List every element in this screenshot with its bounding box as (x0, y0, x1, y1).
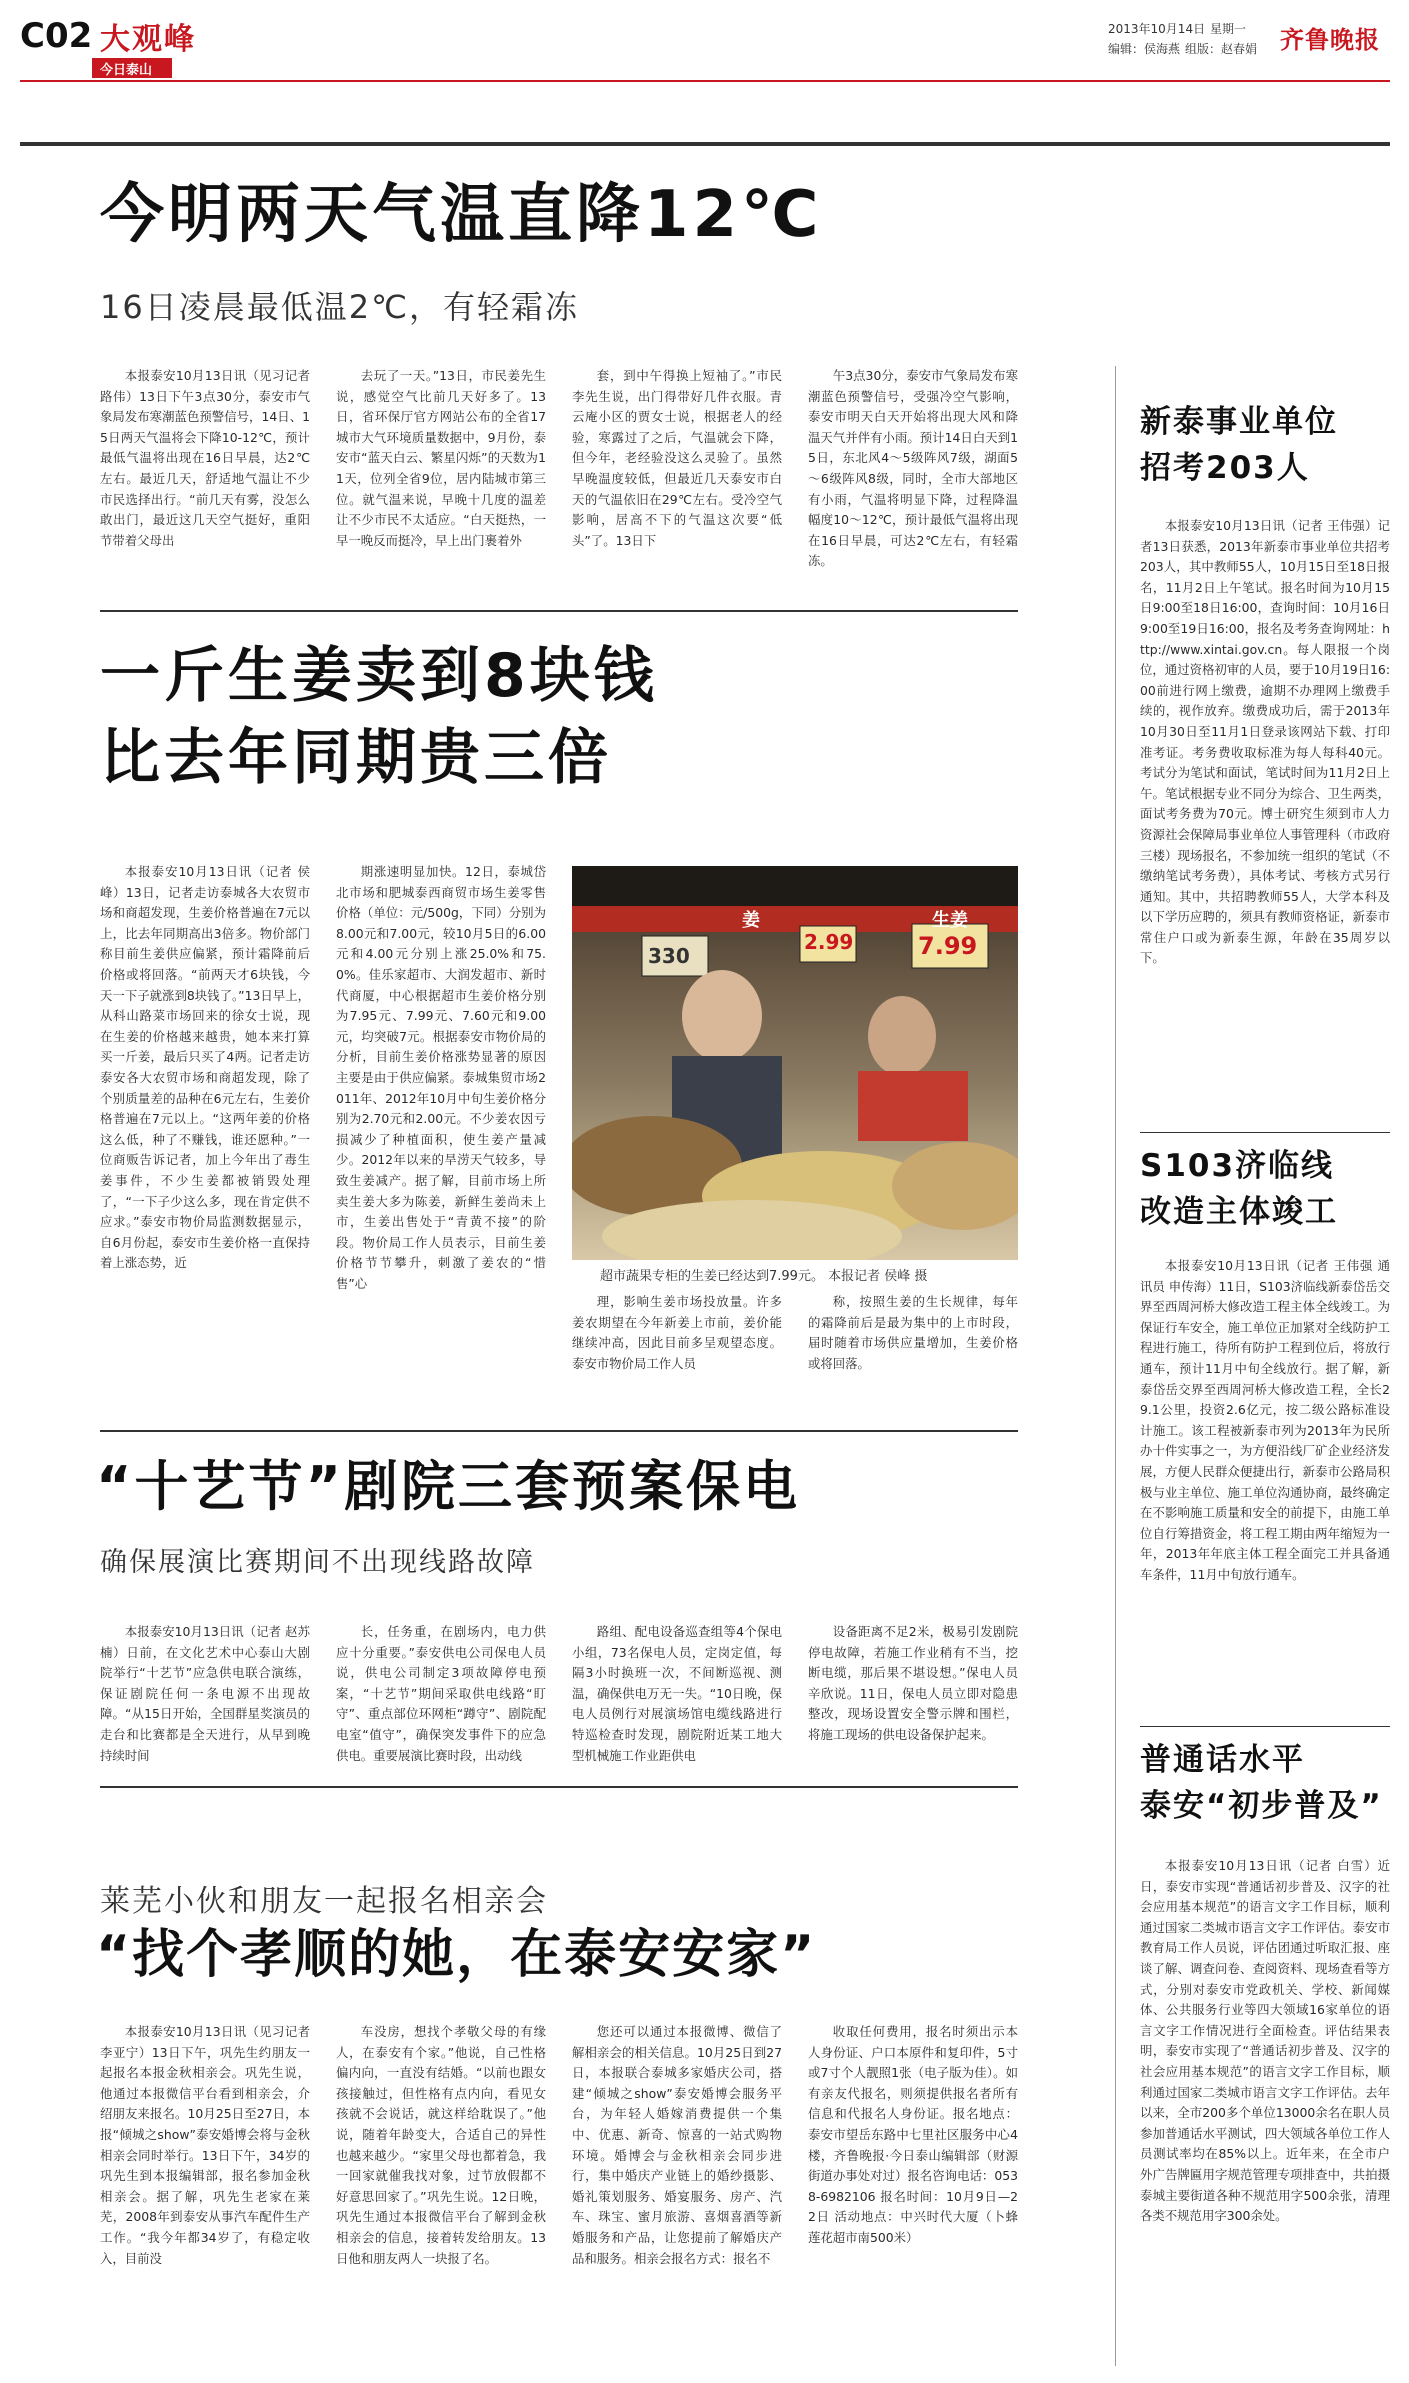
editor-credit: 编辑：侯海燕 (1108, 42, 1181, 56)
ginger-photo (572, 866, 1018, 1260)
dating-col-3: 您还可以通过本报微博、微信了解相亲会的相关信息。10月25日到27日，本报联合泰城多家婚庆公司，搭建“倾城之show”泰安婚博会服务平台，为年轻人婚嫁消费提供一个集中、优惠、新奇、惊喜的一站式购物环境。婚博会与金秋相亲会同步进行，集中婚庆产业链上的婚纱摄影、婚礼策划服务、婚宴服务、房产、汽车、珠宝、蜜月旅游、喜烟喜酒等新婚服务和产品，让您提前了解婚庆产品和服务。相亲会报名方式：报名不 (572, 2024, 782, 2266)
divider-ginger (100, 610, 1018, 612)
side3-body: 本报泰安10月13日讯（记者 白雪）近日，泰安市实现“普通话初步普及、汉字的社会应用基本规范”的语言文字工作目标，顺利通过国家二类城市语言文字工作评估。泰安市教育局工作人员说，评估团通过听取汇报、座谈了解、调查问卷、查阅资料、现场查看等方式，分别对泰安市党政机关、学校、新闻媒体、公共服务行业等四大领域16家单位的语言文字工作情况进行全面检查。评估结果表明，泰安市实现了“普通话初步普及、汉字的社会应用基本规范”的语言文字工作目标，顺利通过国家二类城市语言文字工作评估。去年以来，全市200多个单位13000余名在职人员参加普通话水平测试，四大领域各单位工作人员测试率均在85%以上。近年来，在全市户外广告牌匾用字规范管理专项排查中，共拍摄泰城主要街道各种不规范用字500余张，清理各类不规范用字300余处。 (1140, 1858, 1390, 2224)
side-rule-2 (1140, 1726, 1390, 1727)
page-code: C02 (20, 16, 93, 56)
photo-caption: 超市蔬果专柜的生姜已经达到7.99元。 本报记者 侯峰 摄 (600, 1269, 928, 1284)
dating-col-1: 本报泰安10月13日讯（见习记者 李亚宁）13日下午，巩先生约朋友一起报名本报金秋相亲会。巩先生说，他通过本报微信平台看到相亲会，介绍朋友来报名。10月25日至27日，本报“倾城之show”泰安婚博会将与金秋相亲会同时举行。13日下午，34岁的巩先生到本报编辑部，报名参加金秋相亲会。据了解，巩先生老家在莱芜，2008年到泰安从事汽车配件生产工作。“我今年都34岁了，有稳定收入，目前没 (100, 2024, 310, 2266)
side2-title-2: 改造主体竣工 (1140, 1194, 1338, 1230)
headline-dating: “找个孝顺的她，在泰安安家” (96, 1925, 817, 1985)
ginger-col-2: 期涨速明显加快。12日，泰城岱北市场和肥城泰西商贸市场生姜零售价格（单位：元/500g，下同）分别为8.00元和7.00元，较10月5日的6.00元和4.00元分别上涨25.0%和75.0%。佳乐家超市、大润发超市、新时代商厦，中心根据超市生姜价格分别为7.95元、7.99元、7.60元和9.00元，均突破7元。根据泰安市物价局的分析，目前生姜价格涨势显著的原因主要是由于供应偏紧。泰城集贸市场2011年、2012年10月中旬生姜价格分别为2.70元和2.00元。不少姜农因亏损减少了种植面积，使生姜产量减少。2012年以来的旱涝天气较多，导致生姜减产。据了解，目前市场上所卖生姜大多为陈姜，新鲜生姜尚未上市，生姜出售处于“青黄不接”的阶段。物价局工作人员表示，目前生姜价格节节攀升，刺激了姜农的“惜售”心 (336, 864, 546, 1291)
photo-tag-5: 330 (648, 944, 690, 968)
subhead-weather: 16日凌晨最低温2℃，有轻霜冻 (100, 288, 580, 326)
photo-tag-2: 生姜 (932, 910, 968, 931)
issue-weekday: 星期一 (1210, 22, 1247, 36)
subsection-name: 今日泰山 (100, 63, 153, 78)
headline-weather: 今明两天气温直降12℃ (100, 178, 823, 252)
section-name: 大观峰 (100, 22, 196, 57)
side1-body: 本报泰安10月13日讯（记者 王伟强）记者13日获悉，2013年新泰市事业单位共招考203人，其中教师55人，10月15日至18日报名，11月2日上午笔试。报名时间为10月15日9:00至18日16:00，查询时间：10月16日9:00至19日16:00，报名及考务查询网址：http://www.xintai.gov.cn。每人限报一个岗位，通过资格初审的人员，要于10月19日16:00前进行网上缴费，逾期不办理网上缴费手续的，视作放弃。缴费成功后，需于2013年10月30日至11月1日登录该网站下载、打印准考证。考务费收取标准为每人每科40元。考试分为笔试和面试，笔试时间为11月2日上午。笔试根据专业不同分为综合、卫生两类，面试考务费为70元。博士研究生须到市人力资源社会保障局事业单位人事管理科（市政府三楼）现场报名，不参加统一组织的笔试（不缴纳笔试考务费），具体考试、考核方式另行通知。其中，共招聘教师55人，大学本科及以下学历应聘的，须具有教师资格证，新泰市常住户口或为新泰生源，年龄在35周岁以下。 (1140, 518, 1390, 966)
header-rule (20, 80, 1390, 82)
arts-col-2: 长，任务重，在剧场内，电力供应十分重要。”泰安供电公司保电人员说，供电公司制定3项故障停电预案，“十艺节”期间采取供电线路“盯守”、重点部位环网柜“蹲守”、剧院配电室“值守”，确保突发事件下的应急供电。重要展演比赛时段，出动线 (336, 1624, 546, 1763)
ginger-col-3: 理，影响生姜市场投放量。许多姜农期望在今年新姜上市前，姜价能继续冲高，因此目前多呈观望态度。泰安市物价局工作人员 (572, 1294, 782, 1371)
issue-date: 2013年10月14日 (1108, 22, 1206, 36)
sidebar-divider (1115, 366, 1116, 2366)
proof-credit: 组版：赵春娟 (1185, 42, 1258, 56)
arts-col-3: 路组、配电设备巡查组等4个保电小组，73名保电人员，定岗定值，每隔3小时换班一次，不间断巡视、测温，确保供电万无一失。“10日晚，保电人员例行对展演场馆电缆线路进行特巡检查时发现，剧院附近某工地大型机械施工作业距供电 (572, 1624, 782, 1763)
side-rule-1 (1140, 1132, 1390, 1133)
headline-ginger-1: 一斤生姜卖到8块钱 (100, 641, 658, 711)
subhead-arts: 确保展演比赛期间不出现线路故障 (100, 1547, 535, 1578)
divider-top (20, 142, 1390, 146)
side1-title-2: 招考203人 (1140, 450, 1310, 486)
dating-col-2: 车没房，想找个孝敬父母的有缘人，在泰安有个家。”他说，自己性格偏内向，一直没有结婚。“以前也跟女孩接触过，但性格有点内向，看见女孩就不会说话，就这样给耽误了。”他说，随着年龄变大，合适自己的异性也越来越少。“家里父母也都着急，我一回家就催我找对象，过节放假都不好意思回家了。”巩先生说。12日晚，巩先生通过本报微信平台了解到金秋相亲会的信息，接着转发给朋友。13日他和朋友两人一块报了名。 (336, 2024, 546, 2266)
photo-tag-3: 7.99 (918, 932, 978, 960)
photo-tag-1: 姜 (742, 910, 760, 931)
weather-col-2: 去玩了一天。”13日，市民姜先生说，感觉空气比前几天好多了。13日，省环保厅官方网站公布的全省17城市大气环境质量数据中，9月份，泰安市“蓝天白云、繁星闪烁”的天数为11天，位列全省9位，居内陆城市第三位。就气温来说，早晚十几度的温差让不少市民不太适应。“白天挺热，一早一晚反而挺冷，早上出门裹着外 (336, 368, 546, 548)
side3-title-2: 泰安“初步普及” (1140, 1788, 1383, 1824)
kicker-dating: 莱芜小伙和朋友一起报名相亲会 (100, 1884, 548, 1919)
photo-tag-4: 2.99 (804, 930, 854, 954)
weather-col-4: 午3点30分，泰安市气象局发布寒潮蓝色预警信号，受强冷空气影响，泰安市明天白天开始将出现大风和降温天气并伴有小雨。预计14日白天到15日，东北风4～5级阵风7级，湖面5～6级阵风8级，同时，全市大部地区有小雨，气温将明显下降，过程降温幅度10～12℃，预计最低气温将出现在16日早晨，可达2℃左右，有轻霜冻。 (808, 368, 1018, 569)
side1-title-1: 新泰事业单位 (1140, 404, 1338, 440)
headline-ginger-2: 比去年同期贵三倍 (100, 723, 612, 793)
headline-arts: “十艺节”剧院三套预案保电 (96, 1455, 800, 1518)
ginger-col-1: 本报泰安10月13日讯（记者 侯峰）13日，记者走访泰城各大农贸市场和商超发现，生姜价格普遍在7元以上，比去年同期高出3倍多。物价部门称目前生姜供应偏紧，预计霜降前后价格或将回落。“前两天才6块钱，今天一下子就涨到8块钱了。”13日早上，从科山路菜市场回来的徐女士说，现在生姜的价格越来越贵，她本来打算买一斤姜，最后只买了4两。记者走访泰安各大农贸市场和商超发现，除了个别质量差的品种在6元左右，生姜价格普遍在7元以上。“这两年姜的价格这么低，种了不赚钱，谁还愿种。”一位商贩告诉记者，加上今年出了毒生姜事件，不少生姜都被销毁处理了，“一下子少这么多，现在肯定供不应求。”泰安市物价局监测数据显示，自6月份起，泰安市生姜价格一直保持着上涨态势，近 (100, 864, 310, 1271)
side2-title-1: S103济临线 (1140, 1148, 1335, 1184)
divider-dating (100, 1786, 1018, 1788)
dating-col-4: 收取任何费用，报名时须出示本人身份证、户口本原件和复印件，5寸或7寸个人靓照1张（电子版为佳）。如有亲友代报名，则须提供报名者所有信息和代报名人身份证。报名地点：泰安市望岳东路中七里社区服务中心4楼，齐鲁晚报·今日泰山编辑部（财源街道办事处对过）报名咨询电话：0538-6982106 报名时间：10月9日—22日 活动地点：中兴时代大厦（卜蜂莲花超市南500米） (808, 2024, 1018, 2245)
newspaper-logo: 齐鲁晚报 (1280, 25, 1380, 54)
arts-col-4: 设备距离不足2米，极易引发剧院停电故障，若施工作业稍有不当，挖断电缆，那后果不堪设想。”保电人员辛欣说。11日，保电人员立即对隐患整改，现场设置安全警示牌和围栏，将施工现场的供电设备保护起来。 (808, 1624, 1018, 1742)
side3-title-1: 普通话水平 (1140, 1742, 1305, 1778)
side2-body: 本报泰安10月13日讯（记者 王伟强 通讯员 申传海）11日，S103济临线新泰岱岳交界至西周河桥大修改造工程主体全线竣工。为保证行车安全，施工单位正加紧对全线防护工程进行施工，待所有防护工程到位后，将放行通车，预计11月中旬全线放行。据了解，新泰岱岳交界至西周河桥大修改造工程，全长29.1公里，投资2.6亿元，按二级公路标准设计施工。该工程被新泰市列为2013年为民所办十件实事之一，为方便沿线厂矿企业经济发展，方便人民群众便捷出行，新泰市公路局积极与业主单位、施工单位沟通协商，最终确定在不影响施工质量和安全的前提下，由施工单位自行筹措资金，将工程工期由两年缩短为一年，2013年年底主体工程全面完工并具备通车条件，11月中旬放行通车。 (1140, 1258, 1390, 1582)
weather-col-3: 套，到中午得换上短袖了。”市民李先生说，出门得带好几件衣服。青云庵小区的贾女士说，根据老人的经验，寒露过了之后，气温就会下降，但今年，老经验没这么灵验了。虽然早晚温度较低，但最近几天泰安市白天的气温依旧在29℃左右。受冷空气影响，居高不下的气温这次要“低头”了。13日下 (572, 368, 782, 548)
divider-arts (100, 1430, 1018, 1432)
ginger-col-4: 称，按照生姜的生长规律，每年的霜降前后是最为集中的上市时段，届时随着市场供应量增加，生姜价格或将回落。 (808, 1294, 1018, 1371)
arts-col-1: 本报泰安10月13日讯（记者 赵苏楠）日前，在文化艺术中心泰山大剧院举行“十艺节”应急供电联合演练，保证剧院任何一条电源不出现故障。“从15日开始，全国群星奖演员的走台和比赛都是全天进行，从早到晚持续时间 (100, 1624, 310, 1763)
weather-col-1: 本报泰安10月13日讯（见习记者 路伟）13日下午3点30分，泰安市气象局发布寒潮蓝色预警信号，14日、15日两天气温将会下降10-12℃，预计最低气温将出现在16日早晨，达2℃左右。最近几天，舒适地气温让不少市民选择出行。“前几天有雾，没怎么敢出门，最近这几天空气挺好，重阳节带着父母出 (100, 368, 310, 548)
